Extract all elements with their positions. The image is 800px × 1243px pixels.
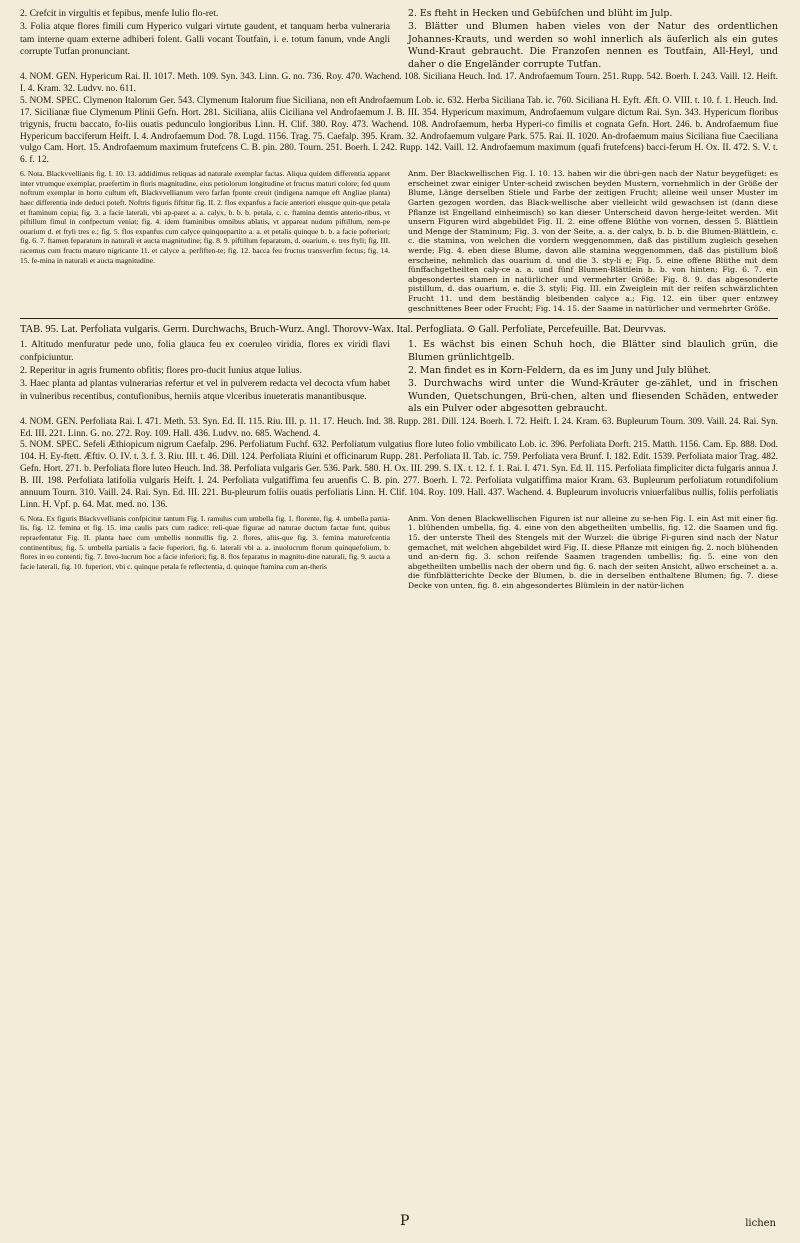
paragraph: 2. Crefcit in virgultis et fepibus, menfe Iulio flo-ret. — [20, 8, 219, 19]
divider — [20, 318, 778, 319]
paragraph: 1. Altitudo menfuratur pede uno, folia glauca feu ex coeruleo viridia, flores ex viridi flavi confpiciuntur. — [20, 339, 390, 363]
german-column — [408, 339, 778, 416]
latin-note: 6. Nota. Blackvvellianis fig. I. 10. 13. addidimus reliquas ad naturale exemplar factas. Aliqua quidem differentia apparet inter vtrumque exemplar, praefertim in floris magnitudine, eius petiolorum longitudine et fructus maturi colore; fed quum noftrum exemplar in horto cultum eft, Blackvvellianum vero farfan fponte creuit (indigena namque eft Angliae planta) haec differentia inde deduci poteft. Noftris figuris fiftitur fig. II. 2. flos expanfus a facie anteriori eiusque quin-que petala et ftaminum copia; fig. 3. a facie laterali, vbi ap-paret a. a. calyx, b. b. b. petala, c. c. ftamina demtis anterio-ribus, vt piftillum fimul in confpectum veniat; fig. 4. idem ftaminibus omnibus ablatis, vt appareat nudum piftillum, nem-pe ouarium d. et ftyli tres e.; fig. 5. flos expanfus cum calyce quinquepartito a. a. et petalis quinque b. b. a facie pofteriori; fig. 6. 7. ftamen feparatum in naturali et aucta magnitudine; fig. 8. 9. piftillum feparatum, d. ouarium, e. tres ftyli; fig. III. racemus cum fructu maturo nigricante 11. et calyce a. perfiften-te; fig. 12. bacca feu fructus transverfim fectus; fig. 14. 15. fe-mina in naturali et aucta magnitudine. — [20, 169, 390, 265]
paragraph: 2. Es fteht in Hecken und Gebüſchen und blüht im Julp. — [408, 8, 673, 19]
nomenclature-species: 5. NOM. SPEC. Sefeli Æthiopicum nigrum Caefalp. 296. Perfoliatum Fuchf. 632. Perfoliatum vulgatius flore luteo folio vmbilicato Lob. ic. 396. Perfoliata Dorft. 215. Matth. 1156. Cam. Ep. 888. Dod. 104. H. Ey-ftett. Æftiv. O. IV. t. 3. f. 3. Riu. III. t. 46. Dill. 124. Perfoliata Riuini et officinarum Rupp. 281. Perfoliata II. Tab. ic. 759. Perfoliata vera Brunf. I. 182. Edit. 1539. Perfoliata maior Trag. 482. Gefn. Hort. 271. b. Perfoliata flore luteo Heuch. Ind. 38. Perfoliata vulgaris Ger. 536. Park. 580. H. Ox. III. 299. S. IX. t. 12. f. 1. Rai. I. 471. Syn. Ed. II. 115. Perfoliata fimpliciter dicta fulgaris annua J. B. III. 198. Perfoliata latifolia vulgaris Heift. I. 24. Perfoliata vulgatiffima feu aruenfis C. B. pin. 277. Boerh. I. 72. Perfoliata vulgatiffima maior Kram. 63. Bupleurum perfoliatum rotundifolium annuum Tourn. 310. Vaill. 24. Rai. Syn. Ed. III. 221. Bu-pleurum foliis ouatis perfoliatis Linn. H. Clif. 104. Roy. 109. Hall. 437. Wachend. 4. Bupleurum involucris vniuerfalibus nullis, foliis perfoliatis Linn. H. Vpf. p. 64. Mat. med. no. 136. — [20, 440, 778, 510]
signature-mark: P — [400, 1213, 410, 1229]
paragraph: 3. Folia atque flores fimili cum Hyperico vulgari virtute gaudent, et tanquam herba vulneraria tam interne quam externe adhiberi folent. Galli vocant Toutfain, i. e. totum fanum, vnde Angli corrupte Tutfan pronunciant. — [20, 21, 390, 58]
german-note: Anm. Von denen Blackwellischen Figuren ist nur alleine zu se-hen Fig. I. ein Ast mit einer fig. 1. blühenden umbella, fig. 4. eine von den abgetheilten umbellis, fig. 12. die Saamen und fig. 15. der unterste Theil des Stengels mit der Wurzel: die übrige Fi-guren sind nach der Natur gemachet, mit welchen abgebildet wird Fig. II. diese Pflanze mit einigen fig. 2. noch blühenden und an-dern fig. 3. schon reifende Saamen tragenden umbellis; fig. 5. eine von den abgetheilten umbellis nach der obern und fig. 6. nach der seiten Ansicht, allwo erscheinet a. a. die fünfblätterichte Decke der Blumen, b. die in derselben enthaltene Blumen; fig. 7. diese Decke von unten, fig. 8. ein abgesondertes Blümlein in der natür-lichen — [408, 513, 778, 591]
section-1-note — [20, 169, 778, 313]
section-2-columns — [20, 339, 778, 416]
section-2-note — [20, 514, 778, 591]
paragraph: 2. Reperitur in agris frumento obfitis; flores pro-ducit Iunius atque Iulius. — [20, 365, 302, 376]
nomenclature-genus: 4. NOM. GEN. Perfoliata Rai. I. 471. Meth. 53. Syn. Ed. II. 115. Riu. III. p. 11. 17. Heuch. Ind. 38. Rupp. 281. Dill. 124. Boerh. I. 72. Heift. I. 24. Kram. 63. Bupleurum Tourn. 309. Vaill. 24. Rai. Syn. Ed. III. 221. Linn. G. no. 272. Roy. 109. Hall. 436. Ludvv. no. 685. Wachend. 4. — [20, 416, 778, 439]
paragraph: 3. Haec planta ad plantas vulnerarias refertur et vel in pulverem redacta vel decocta vfum habet in vulneribus recentibus, contufionibus, herniis atque vlceribus inueteratis manantibusque. — [20, 378, 390, 402]
paragraph: 3. Blätter und Blumen haben vieles von der Natur des ordentlichen Johannes-Krauts, und werden so wohl innerlich als äuſerlich als ein gutes Wund-Kraut gebraucht. Die Franzoſen nennen es Toutfain, All-Heyl, und daher o die Engeländer corrupte Tutfan. — [408, 21, 778, 70]
catchword: lichen — [745, 1218, 776, 1229]
plate-heading: TAB. 95. Lat. Perfoliata vulgaris. Germ. Durchwachs, Bruch-Wurz. Angl. Thorovv-Wax. Ital. Perfogliata. ⊙ Gall. Perfoliate, Percefeuille. Bat. Deurvvas. — [20, 324, 666, 336]
nomenclature-species: 5. NOM. SPEC. Clymenon Italorum Ger. 543. Clymenum Italorum fiue Siciliana, non eft Androfaemum Lob. ic. 632. Herba Siciliana Tab. ic. 760. Siciliana H. Eyft. Æft. O. VIII. t. 10. f. 1. Heuch. Ind. 17. Sicilianæ fiue Clymenum Plinii Gefn. Hort. 281. Siciliana, aliis Ciciliana vel Androfaemum J. B. III. 354. Hypericum maximum, Androfaemum vulgare dictum Rai. Syn. 343. Hypericum floribus trigynis, fructu baccato, fo-liis ouatis pedunculo longioribus Linn. H. Clif. 380. Roy. 473. Wachend. 108. Androfaemum, herba Hyperi-co fimilis et cognata Gefn. Hort. 246. b. Androfaemum fiue Hypericum bacciferum Heift. I. 4. Androfaemum Dod. 78. Lugd. 1156. Trag. 75. Caefalp. 395. Kram. 32. Androfaemum vulgare Park. 575. Rai. II. 1020. An-drofaemum maius Siciliana fiue Caeciliana vulgo Cam. Hort. 15. Androfaemum maximum frutefcens C. B. pin. 280. Tourn. 251. Boerh. I. 242. Rupp. 142. Vaill. 12. Androfaemum maximum (quafi frutefcens) bacci-ferum H. Ox. II. 472. S. V. t. 6. f. 12. — [20, 95, 778, 166]
paragraph: 2. Man findet es in Korn-Feldern, da es im Juny und July blühet. — [408, 365, 712, 376]
latin-column — [20, 339, 390, 416]
latin-note: 6. Nota. Ex figuris Blackvvellianis confpicitur tantum Fig. I. ramulus cum umbella fig. 1. florente, fig. 4. umbella partia-lis, fig. 12. femina et fig. 15. ima caulis pars cum radice: reli-quae figurae ad naturae ductum factae funt, quibus repraefentatur Fig. II. planta haec cum umbellis nonnullis fig. 2. flores, aliis-que fig. 3. femina maturefcentia continentibus; fig. 5. umbella partialis a facie fuperiori, fig. 6. laterali vbi a. a. inuolucrum florum quinquefolium, b. flores in eo contenti; fig. 7. Invo-lucrum hoc a facie inferiori; fig. 8. flos feparatus in magnitu-dine naturali, fig. 9. aucta a facie laterali, fig. 10. fuperiori, vbi c. quinque petala fe reflectentia, d. quinque ftamina cum an-theris — [20, 513, 390, 571]
nomenclature-genus: 4. NOM. GEN. Hypericum Rai. II. 1017. Meth. 109. Syn. 343. Linn. G. no. 736. Roy. 470. Wachend. 108. Siciliana Heuch. Ind. 17. Androfaemum Tourn. 251. Rupp. 542. Boerh. I. 243. Vaill. 12. Heift. I. 4. Kram. 32. Ludvv. no. 611. — [20, 72, 778, 94]
german-column — [408, 8, 778, 72]
latin-column — [20, 8, 390, 72]
paragraph: 3. Durchwachs wird unter die Wund-Kräuter ge-zählet, und in frischen Wunden, Quetschungen, Brü-chen, alten und fliesenden Schäden, entweder als ein Pulver oder abgesotten gebraucht. — [408, 378, 778, 415]
section-1-columns — [20, 8, 778, 72]
paragraph: 1. Es wächst bis einen Schuh hoch, die Blätter sind blaulich grün, die Blumen grünlichtgelb. — [408, 339, 778, 363]
german-note: Anm. Der Blackwellischen Fig. I. 10. 13. haben wir die übri-gen nach der Natur beygefüget: es erscheinet zwar einiger Unter-scheid zwischen beyden Mustern, vornehmlich in der Größe der Blume, Länge derselben Stiele und Farbe der zeitigen Frucht; alleine weil unser Muster im Garten gezogen worden, das Black-wellische aber vielleicht wild gewachsen ist (dann diese Pflanze ist Engelland einheimisch) so kan dieser Unterscheid davon herge-leitet werden. Mit unsern Figuren wird abgebildet Fig. II. 2. eine offene Blüthe von vornen, dessen 5. Blättlein und Menge der Staminum; Fig. 3. von der Seite, a. a. der calyx, b. b. b. die Blumen-Blättlein, c. c. die stamina, von welchen die vordern weggenommen, daß das pistillum zugleich gesehen werde; Fig. 4. eben diese Blume, davon alle stamina weggenommen, daß das pistillum bloß erscheine, nehmlich das ouarium d. und die 3. sty-li e; Fig. 5. eine offene Blüthe mit dem fünffachgetheilten caly-ce a. a. und fünf Blumen-Blättlein b. b. von hinten; Fig. 6. 7. ein abgesondertes stamen in natürlicher und vermehrter Größe; Fig. 8. 9. das abgesonderte pistillum, d. das ouarium, e. die 3. styli; Fig. III. ein Zweiglein mit der reifen schwärzlichten Frucht 11. und dem beständig bleibenden calyce a.; Fig. 12. ein über quer entzwey geschnittenes Beer oder Frucht; Fig. 14. 15. der Saame in natürlicher und vermehrter Größe. — [408, 169, 778, 313]
